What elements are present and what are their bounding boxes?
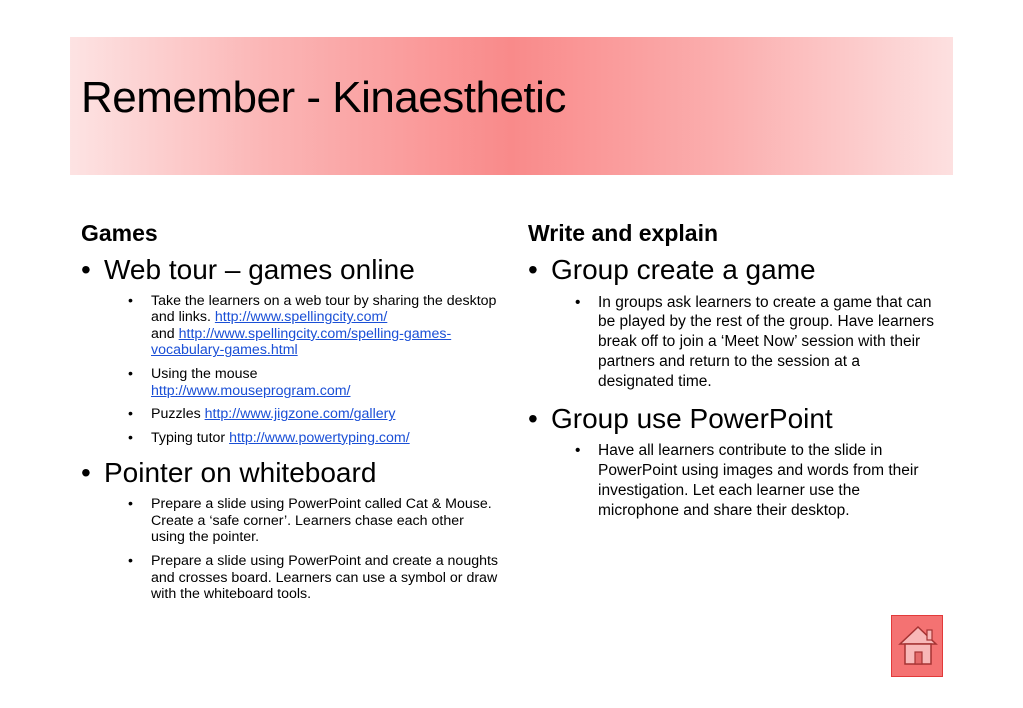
pointer-list xyxy=(81,496,501,603)
group-powerpoint-bullet: • Group use PowerPoint xyxy=(528,402,938,436)
web-tour-bullet: • Web tour – games online xyxy=(81,253,501,287)
list-item: • Puzzles http://www.jigzone.com/gallery xyxy=(81,406,501,423)
list-item: • In groups ask learners to create a game that can be played by the rest of the group. Have learners break off to join a ‘Meet Now’ session with their partners and return to the session at a designated time. xyxy=(528,293,938,392)
games-column xyxy=(81,220,501,613)
games-heading: Games xyxy=(81,220,158,246)
spellingcity-link[interactable]: http://www.spellingcity.com/ xyxy=(214,309,388,326)
write-explain-column xyxy=(528,220,938,531)
list-item: • Using the mouse http://www.mouseprogram.com/ xyxy=(81,366,501,399)
home-button[interactable] xyxy=(891,615,943,677)
group-game-list xyxy=(528,293,938,392)
list-item: • Prepare a slide using PowerPoint and create a noughts and crosses board. Learners can use a symbol or draw with the whiteboard tools. xyxy=(81,553,501,603)
mouseprogram-link[interactable]: http://www.mouseprogram.com/ xyxy=(151,382,351,399)
pointer-bullet: • Pointer on whiteboard xyxy=(81,456,501,490)
web-tour-list xyxy=(81,293,501,447)
list-item: • Typing tutor http://www.powertyping.com/ xyxy=(81,430,501,447)
powertyping-link[interactable]: http://www.powertyping.com/ xyxy=(229,429,410,446)
group-game-bullet: • Group create a game xyxy=(528,253,938,287)
list-item: • Prepare a slide using PowerPoint called Cat & Mouse. Create a ‘safe corner’. Learners chase each other using the pointer. xyxy=(81,496,501,546)
write-explain-heading: Write and explain xyxy=(528,220,719,246)
home-icon xyxy=(896,624,940,668)
slide-title: Remember - Kinaesthetic xyxy=(81,73,566,122)
list-item: • Take the learners on a web tour by sharing the desktop and links. http://www.spellingcity.com/ and http://www.spellingcity.com/spelling-games-vocabulary-games.html xyxy=(81,293,501,359)
jigzone-link[interactable]: http://www.jigzone.com/gallery xyxy=(204,406,396,423)
group-powerpoint-list xyxy=(528,441,938,520)
list-item: • Have all learners contribute to the slide in PowerPoint using images and words from their investigation. Let each learner use the microphone and share their desktop. xyxy=(528,441,938,520)
spellingcity-games-link[interactable]: http://www.spellingcity.com/spelling-games-vocabulary-games.html xyxy=(151,325,452,359)
